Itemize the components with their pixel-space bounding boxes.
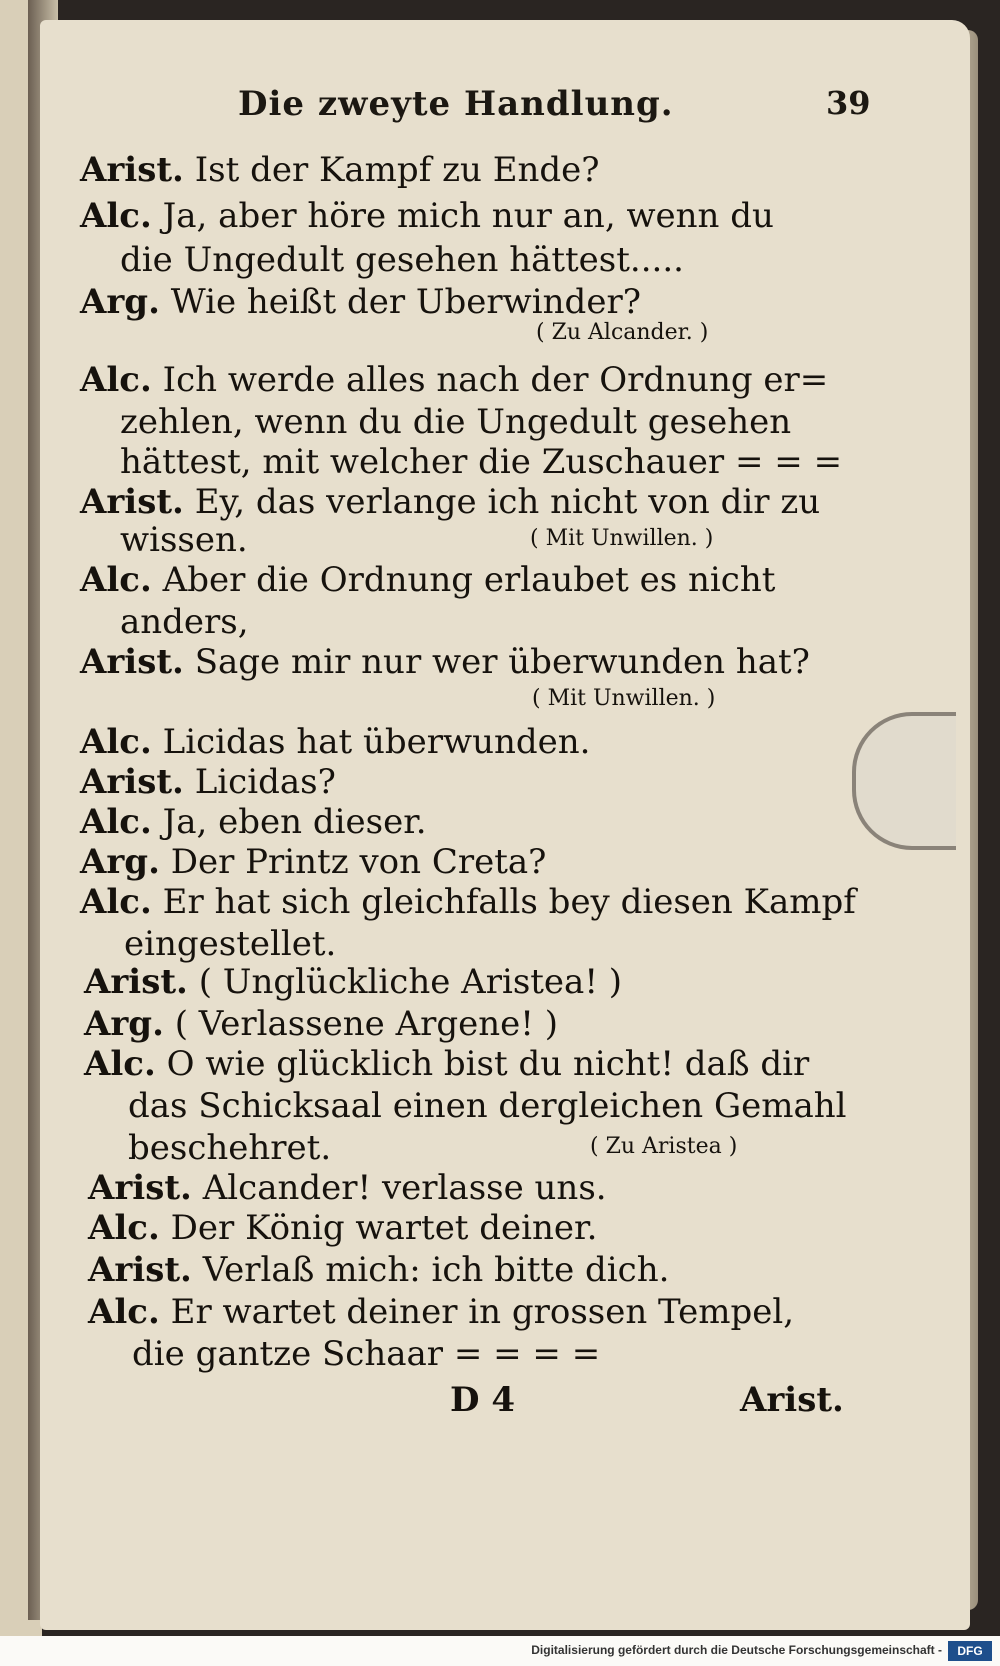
text-line (132, 1334, 600, 1374)
line-text: Ich werde alles nach der Ordnung er= (162, 360, 829, 400)
speaker-label: Alc. (80, 882, 152, 922)
speaker-label: Arist. (80, 642, 184, 682)
text-line (120, 520, 248, 560)
stage-direction: ( Mit Unwillen. ) (530, 526, 714, 551)
text-line (128, 1128, 331, 1168)
line-text: hättest, mit welcher die Zuschauer = = = (120, 442, 843, 482)
line-text: Der Printz von Creta? (170, 842, 547, 882)
line-text: wissen. (120, 520, 248, 560)
stage-direction: ( Mit Unwillen. ) (532, 686, 716, 711)
text-line (80, 882, 856, 922)
speaker-label: Alc. (84, 1044, 156, 1084)
speaker-label: Arist. (80, 482, 184, 522)
page-number: 39 (826, 84, 871, 122)
running-head: Die zweyte Handlung. (238, 84, 674, 124)
speaker-label: Alc. (80, 196, 152, 236)
line-text: Alcander! verlasse uns. (202, 1168, 607, 1208)
line-text: Der König wartet deiner. (170, 1208, 598, 1248)
speaker-label: Arg. (80, 282, 160, 322)
text-line (80, 762, 336, 802)
speaker-label: Arg. (84, 1004, 164, 1044)
text-line (120, 442, 842, 482)
catchword: Arist. (740, 1380, 844, 1420)
text-line (88, 1292, 794, 1332)
speaker-label: Alc. (80, 722, 152, 762)
text-line (80, 282, 641, 322)
speaker-label: Arist. (88, 1168, 192, 1208)
dfg-logo: DFG (948, 1641, 992, 1661)
line-text: Licidas hat überwunden. (162, 722, 591, 762)
text-line (128, 1086, 847, 1126)
text-line (80, 560, 775, 600)
text-line (88, 1208, 597, 1248)
speaker-label: Arist. (80, 762, 184, 802)
line-text: Er wartet deiner in grossen Tempel, (170, 1292, 795, 1332)
speaker-label: Alc. (80, 560, 152, 600)
line-text: beschehret. (128, 1128, 332, 1168)
line-text: anders, (120, 602, 249, 642)
speaker-label: Alc. (80, 802, 152, 842)
line-text: die gantze Schaar = = = = (132, 1334, 601, 1374)
text-line (80, 150, 600, 190)
text-line (84, 1044, 809, 1084)
line-text: Licidas? (194, 762, 336, 802)
line-text: Aber die Ordnung erlaubet es nicht (162, 560, 776, 600)
text-line (120, 240, 684, 280)
text-line (80, 722, 590, 762)
text-line (120, 402, 791, 442)
stage-direction: ( Zu Aristea ) (590, 1134, 738, 1159)
line-text: Ja, aber höre mich nur an, wenn du (162, 196, 774, 236)
text-line (84, 1004, 558, 1044)
footer-bar (0, 1636, 1000, 1666)
text-line (80, 196, 774, 236)
speaker-label: Alc. (80, 360, 152, 400)
line-text: eingestellet. (124, 924, 337, 964)
line-text: zehlen, wenn du die Ungedult gesehen (120, 402, 792, 442)
text-line (84, 962, 622, 1002)
funding-note: Digitalisierung gefördert durch die Deutsche Forschungsgemeinschaft - (531, 1643, 942, 1657)
stage-direction: ( Zu Alcander. ) (536, 320, 709, 345)
text-line (80, 482, 820, 522)
line-text: das Schicksaal einen dergleichen Gemahl (128, 1086, 847, 1126)
text-line (80, 802, 427, 842)
line-text: Ja, eben dieser. (162, 802, 427, 842)
text-line (80, 842, 546, 882)
text-line (88, 1250, 669, 1290)
page-clip (852, 712, 956, 850)
signature-mark: D 4 (450, 1380, 515, 1420)
speaker-label: Alc. (88, 1292, 160, 1332)
line-text: Er hat sich gleichfalls bey diesen Kampf (162, 882, 856, 922)
text-line (80, 360, 828, 400)
line-text: Wie heißt der Uberwinder? (170, 282, 641, 322)
line-text: Ey, das verlange ich nicht von dir zu (194, 482, 821, 522)
speaker-label: Arist. (88, 1250, 192, 1290)
speaker-label: Alc. (88, 1208, 160, 1248)
text-line (88, 1168, 607, 1208)
line-text: ( Unglückliche Aristea! ) (198, 962, 623, 1002)
text-line (124, 924, 336, 964)
line-text: Verlaß mich: ich bitte dich. (202, 1250, 670, 1290)
line-text: O wie glücklich bist du nicht! daß dir (166, 1044, 810, 1084)
line-text: die Ungedult gesehen hättest..... (120, 240, 684, 280)
speaker-label: Arist. (84, 962, 188, 1002)
speaker-label: Arg. (80, 842, 160, 882)
line-text: ( Verlassene Argene! ) (174, 1004, 559, 1044)
text-line (80, 642, 810, 682)
line-text: Ist der Kampf zu Ende? (194, 150, 600, 190)
text-line (120, 602, 249, 642)
speaker-label: Arist. (80, 150, 184, 190)
line-text: Sage mir nur wer überwunden hat? (194, 642, 810, 682)
